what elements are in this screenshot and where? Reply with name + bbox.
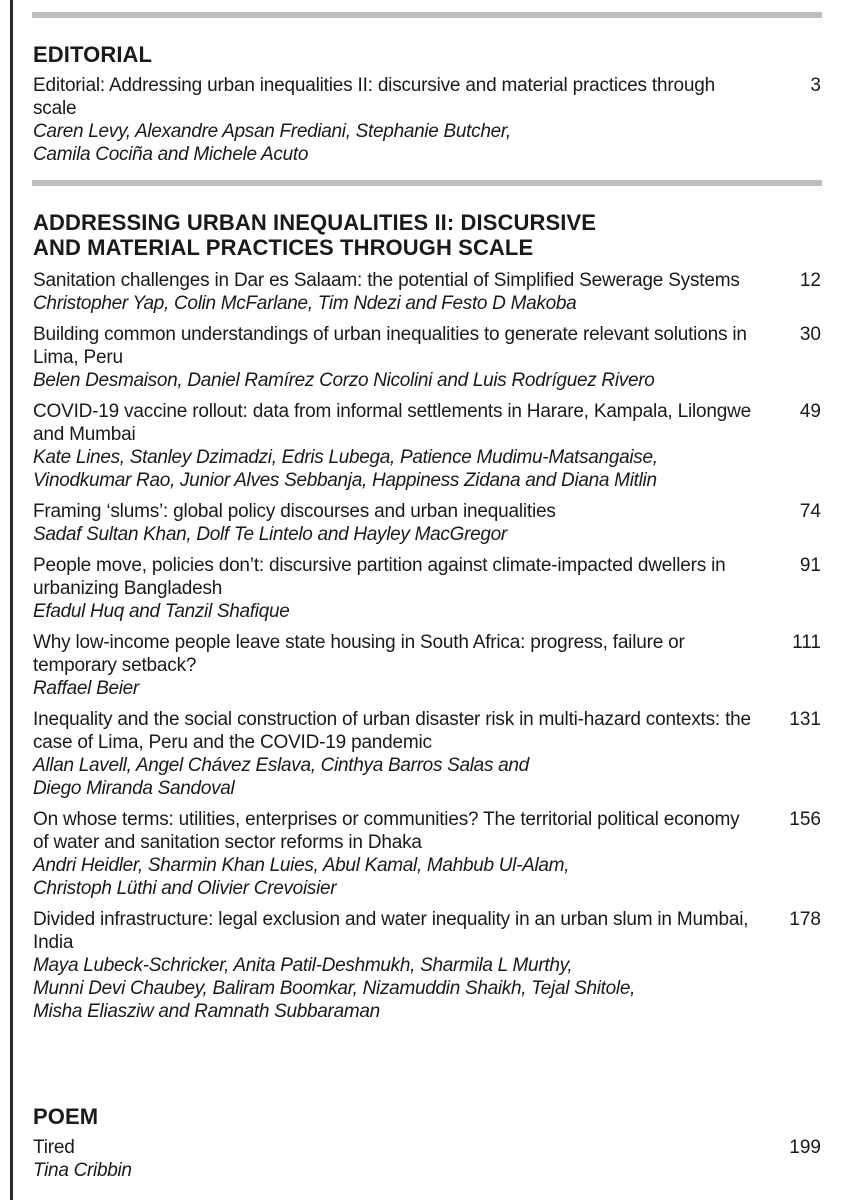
toc-entry[interactable] <box>33 500 823 546</box>
entry-title: People move, policies don’t: discursive partition against climate-impacted dwellers in urbanizing Bangladesh <box>33 555 726 599</box>
editorial-section <box>33 42 823 174</box>
entry-page-number: 131 <box>789 709 821 730</box>
entry-authors: Allan Lavell, Angel Chávez Eslava, Cinthya Barros Salas and Diego Miranda Sandoval <box>33 755 529 799</box>
entry-title: Framing ‘slums’: global policy discourses and urban inequalities <box>33 501 556 522</box>
section-heading-line2: AND MATERIAL PRACTICES THROUGH SCALE <box>33 235 534 260</box>
entry-authors: Raffael Beier <box>33 678 139 699</box>
entry-page-number: 199 <box>789 1137 821 1158</box>
toc-entry[interactable] <box>33 631 823 700</box>
left-margin-rule <box>10 0 13 1200</box>
entry-page-number: 74 <box>799 501 821 522</box>
entry-authors: Tina Cribbin <box>33 1160 132 1181</box>
entry-authors: Belen Desmaison, Daniel Ramírez Corzo Nicolini and Luis Rodríguez Rivero <box>33 370 655 391</box>
entry-title: Why low-income people leave state housing in South Africa: progress, failure or temporary setback? <box>33 632 685 676</box>
entry-authors: Christopher Yap, Colin McFarlane, Tim Ndezi and Festo D Makoba <box>33 293 577 314</box>
entry-page-number: 156 <box>789 809 821 830</box>
entry-page-number: 49 <box>799 401 821 422</box>
entry-page-number: 12 <box>799 270 821 291</box>
entry-authors: Andri Heidler, Sharmin Khan Luies, Abul Kamal, Mahbub Ul-Alam, Christoph Lüthi and Olivier Crevoisier <box>33 855 570 899</box>
entry-page-number: 178 <box>789 909 821 930</box>
poem-section <box>33 1104 823 1190</box>
entry-page-number: 91 <box>799 555 821 576</box>
entry-authors: Kate Lines, Stanley Dzimadzi, Edris Lubega, Patience Mudimu-Matsangaise, Vinodkumar Rao, Junior Alves Sebbanja, Happiness Zidana and Diana Mitlin <box>33 447 658 491</box>
toc-entry[interactable] <box>33 808 823 900</box>
entry-title: Editorial: Addressing urban inequalities II: discursive and material practices through scale <box>33 75 715 119</box>
toc-entry[interactable] <box>33 554 823 623</box>
entry-title: Building common understandings of urban inequalities to generate relevant solutions in Lima, Peru <box>33 324 747 368</box>
main-section <box>33 210 823 1031</box>
toc-entry[interactable] <box>33 269 823 315</box>
section-heading-main <box>33 210 823 260</box>
entry-authors: Caren Levy, Alexandre Apsan Frediani, Stephanie Butcher, Camila Cociña and Michele Acuto <box>33 121 511 165</box>
entry-authors: Efadul Huq and Tanzil Shafique <box>33 601 290 622</box>
toc-entry[interactable] <box>33 908 823 1023</box>
toc-entry[interactable] <box>33 323 823 392</box>
entry-page-number: 3 <box>810 75 821 96</box>
entry-title: Divided infrastructure: legal exclusion and water inequality in an urban slum in Mumbai, India <box>33 909 749 953</box>
entry-page-number: 111 <box>792 632 821 653</box>
section-heading-line1: ADDRESSING URBAN INEQUALITIES II: DISCURSIVE <box>33 210 597 235</box>
entry-title: Sanitation challenges in Dar es Salaam: the potential of Simplified Sewerage Systems <box>33 270 740 291</box>
entry-authors: Maya Lubeck-Schricker, Anita Patil-Deshmukh, Sharmila L Murthy, Munni Devi Chaubey, Baliram Boomkar, Nizamuddin Shaikh, Tejal Shitole, Misha Eliasziw and Ramnath Subbaraman <box>33 955 636 1022</box>
entry-title: Tired <box>33 1137 75 1158</box>
section-divider <box>32 180 822 186</box>
top-divider <box>32 12 822 18</box>
section-heading-editorial: EDITORIAL <box>33 42 153 67</box>
entry-authors: Sadaf Sultan Khan, Dolf Te Lintelo and Hayley MacGregor <box>33 524 507 545</box>
toc-entry[interactable] <box>33 708 823 800</box>
entry-page-number: 30 <box>799 324 821 345</box>
entry-title: On whose terms: utilities, enterprises or communities? The territorial political economy of water and sanitation sector reforms in Dhaka <box>33 809 740 853</box>
entry-title: COVID-19 vaccine rollout: data from informal settlements in Harare, Kampala, Lilongwe and Mumbai <box>33 401 751 445</box>
toc-entry[interactable] <box>33 74 823 166</box>
toc-entry[interactable] <box>33 1136 823 1182</box>
toc-entry[interactable] <box>33 400 823 492</box>
entry-title: Inequality and the social construction of urban disaster risk in multi-hazard contexts: the case of Lima, Peru and the COVID-19 pandemic <box>33 709 751 753</box>
section-heading-poem: POEM <box>33 1104 99 1129</box>
